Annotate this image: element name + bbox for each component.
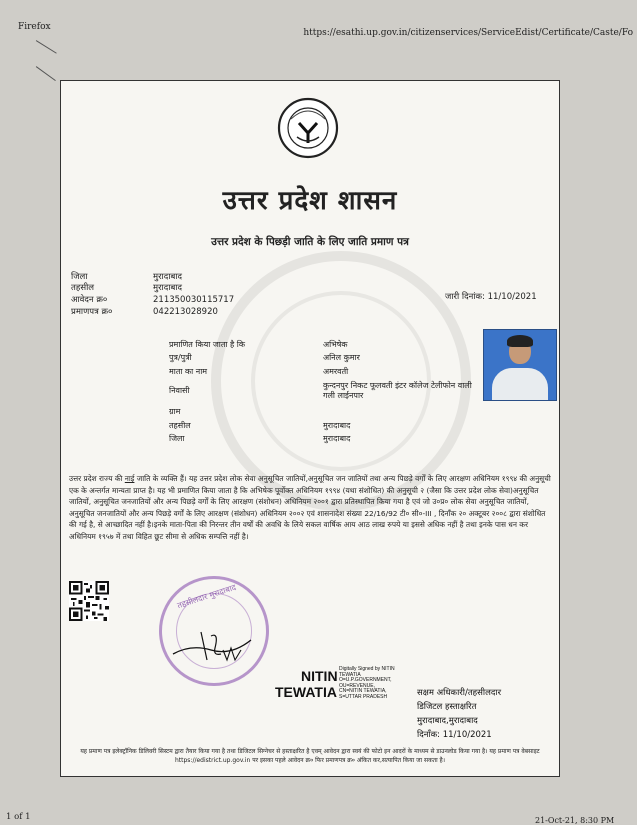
- signature-detail: TEWATIA: [339, 671, 361, 678]
- handwritten-signature: [171, 626, 261, 666]
- detail-label: तहसील: [169, 421, 191, 430]
- detail-label: जिला: [169, 434, 185, 443]
- signature-detail: CN=NITIN TEWATIA,: [339, 688, 387, 695]
- qr-code[interactable]: [69, 581, 109, 621]
- officer-date: दिनाँक: 11/10/2021: [417, 730, 492, 740]
- officer-signed: डिजिटल हस्ताक्षरित: [417, 702, 477, 712]
- application-number: 211350030115717: [153, 295, 235, 305]
- page-url: https://esathi.up.gov.in/citizenservices/ServiceEdist/Certificate/Caste/Fo: [303, 28, 633, 38]
- address: कुन्दनपुर निकट फूलवती इंटर कॉलेज टेलीफोन वाली गली लाईनपार: [323, 381, 472, 400]
- pen-mark: [36, 40, 57, 54]
- stamp-text: तहसीलदार मुरादाबाद: [176, 582, 238, 611]
- digital-signature-details: [339, 667, 395, 701]
- print-date: 21-Oct-21, 8:30 PM: [535, 816, 615, 825]
- meta-value: मुरादाबाद: [153, 283, 183, 293]
- up-emblem-icon: [277, 97, 339, 159]
- detail-label: माता का नाम: [169, 367, 208, 376]
- district: मुरादाबाद: [323, 434, 351, 443]
- body-text: जाति के व्यक्ति हैं। यह उत्तर प्रदेश लोक सेवा अनुसूचित जातियों,अनुसूचित जन जातियों तथा अन्य पिछड़े वर्गों के लिए आरक्षण अधिनियम १९९४ की अनुसूची एक के अन्तर्गत मान्यता प्राप्त है। यह भी प्रमाणित किया जाता है कि अभिषेक पूर्वोक्त अधिनियम १९९४ (यथा संशोधित) की अनुसूची २ (जैसा कि उत्तर प्रदेश लोक सेवा)अनुसूचित जातियों, अनुसूचित जनजातियों और अन्य पिछड़े वर्गों के लिए आरक्षण (संशोधन) अधिनियम २००१ द्वारा प्रतिस्थापित किया गया है एवं जो उ०प्र० लोक सेवा अनुसूचित जातियों, अनुसूचित जनजातियों और अन्य पिछड़े वर्गों के लिए आरक्षण (संशोधन) अधिनियम २००२ एवं शासनादेश संख्या 22/16/92 टी० सी०-III , दिनाँक २० अक्टूबर २००८ द्वारा संशोधित की गई है, से आच्छादित नहीं है।इनके माता-पिता की निरन्तर तीन वर्षों की अवधि के लिये सकल वार्षिक आय आठ लाख रुपये या इससे अधिक नहीं है तथा इनके पास धन कर अधिनियम १९५७ में तथा विहित छूट सीमा से अधिक सम्पत्ति नहीं है।: [69, 474, 551, 541]
- detail-label: ग्राम: [169, 407, 181, 416]
- browser-name: Firefox: [18, 22, 51, 32]
- tehsil: मुरादाबाद: [323, 421, 351, 430]
- certificate-sheet: [60, 80, 560, 777]
- father-name: अनिल कुमार: [323, 353, 360, 362]
- officer-location: मुरादाबाद,मुरादाबाद: [417, 716, 478, 726]
- certificate-subtitle: उत्तर प्रदेश के पिछड़ी जाति के लिए जाति प्रमाण पत्र: [211, 236, 409, 248]
- signer-name-line2: TEWATIA: [275, 684, 337, 700]
- body-text: उत्तर प्रदेश राज्य की: [69, 474, 125, 483]
- signature-detail: OU=REVENUE,: [339, 682, 375, 689]
- certificate-number: 042213028920: [153, 307, 218, 317]
- meta-label: जिला: [71, 272, 88, 282]
- applicant-name: अभिषेक: [323, 340, 348, 349]
- meta-label: प्रमाणपत्र क्र०: [71, 307, 113, 317]
- signer-name-line1: NITIN: [301, 668, 338, 684]
- detail-label: पुत्र/पुत्री: [169, 353, 192, 362]
- meta-label: तहसील: [71, 283, 95, 293]
- caste-name: नाई: [124, 474, 135, 483]
- detail-label: प्रमाणित किया जाता है कि: [169, 340, 246, 349]
- meta-value: मुरादाबाद: [153, 272, 183, 282]
- verification-note: यह प्रमाण पत्र इलेक्ट्रॉनिक डिलिवरी सिस्टम द्वारा तैयार किया गया है तथा डिजिटल सिग्नेचर से हस्ताक्षरित है एवम् आवेदन द्वारा स्वयं की फोटो इन आदरों के माध्यम से डाउनलोड किया गया है। यह प्रमाण पत्र वेबसाइट https://edistrict.up.gov.in पर इसका पहले आवेदन क्र० फिर प्रमाणपत्र क्र० अंकित कर,सत्यापित किया जा सकता है।: [80, 748, 540, 764]
- mother-name: अमरवती: [323, 367, 349, 376]
- signature-detail: S=UTTAR PRADESH: [339, 693, 388, 700]
- print-header: [0, 0, 637, 60]
- detail-label: निवासी: [169, 386, 190, 395]
- certificate-title: उत्तर प्रदेश शासन: [222, 186, 398, 216]
- signature-detail: Digitally Signed by NITIN: [339, 666, 395, 672]
- officer-designation: सक्षम अधिकारी/तहसीलदार: [417, 688, 502, 698]
- page-counter: 1 of 1: [6, 812, 31, 822]
- signature-detail: O=U.P.GOVERNMENT,: [339, 677, 392, 684]
- meta-label: आवेदन क्र०: [71, 295, 108, 305]
- applicant-photo: [483, 329, 557, 401]
- certificate-body: [69, 473, 551, 543]
- issue-date: जारी दिनांक: 11/10/2021: [445, 292, 537, 302]
- pen-mark: [36, 66, 56, 81]
